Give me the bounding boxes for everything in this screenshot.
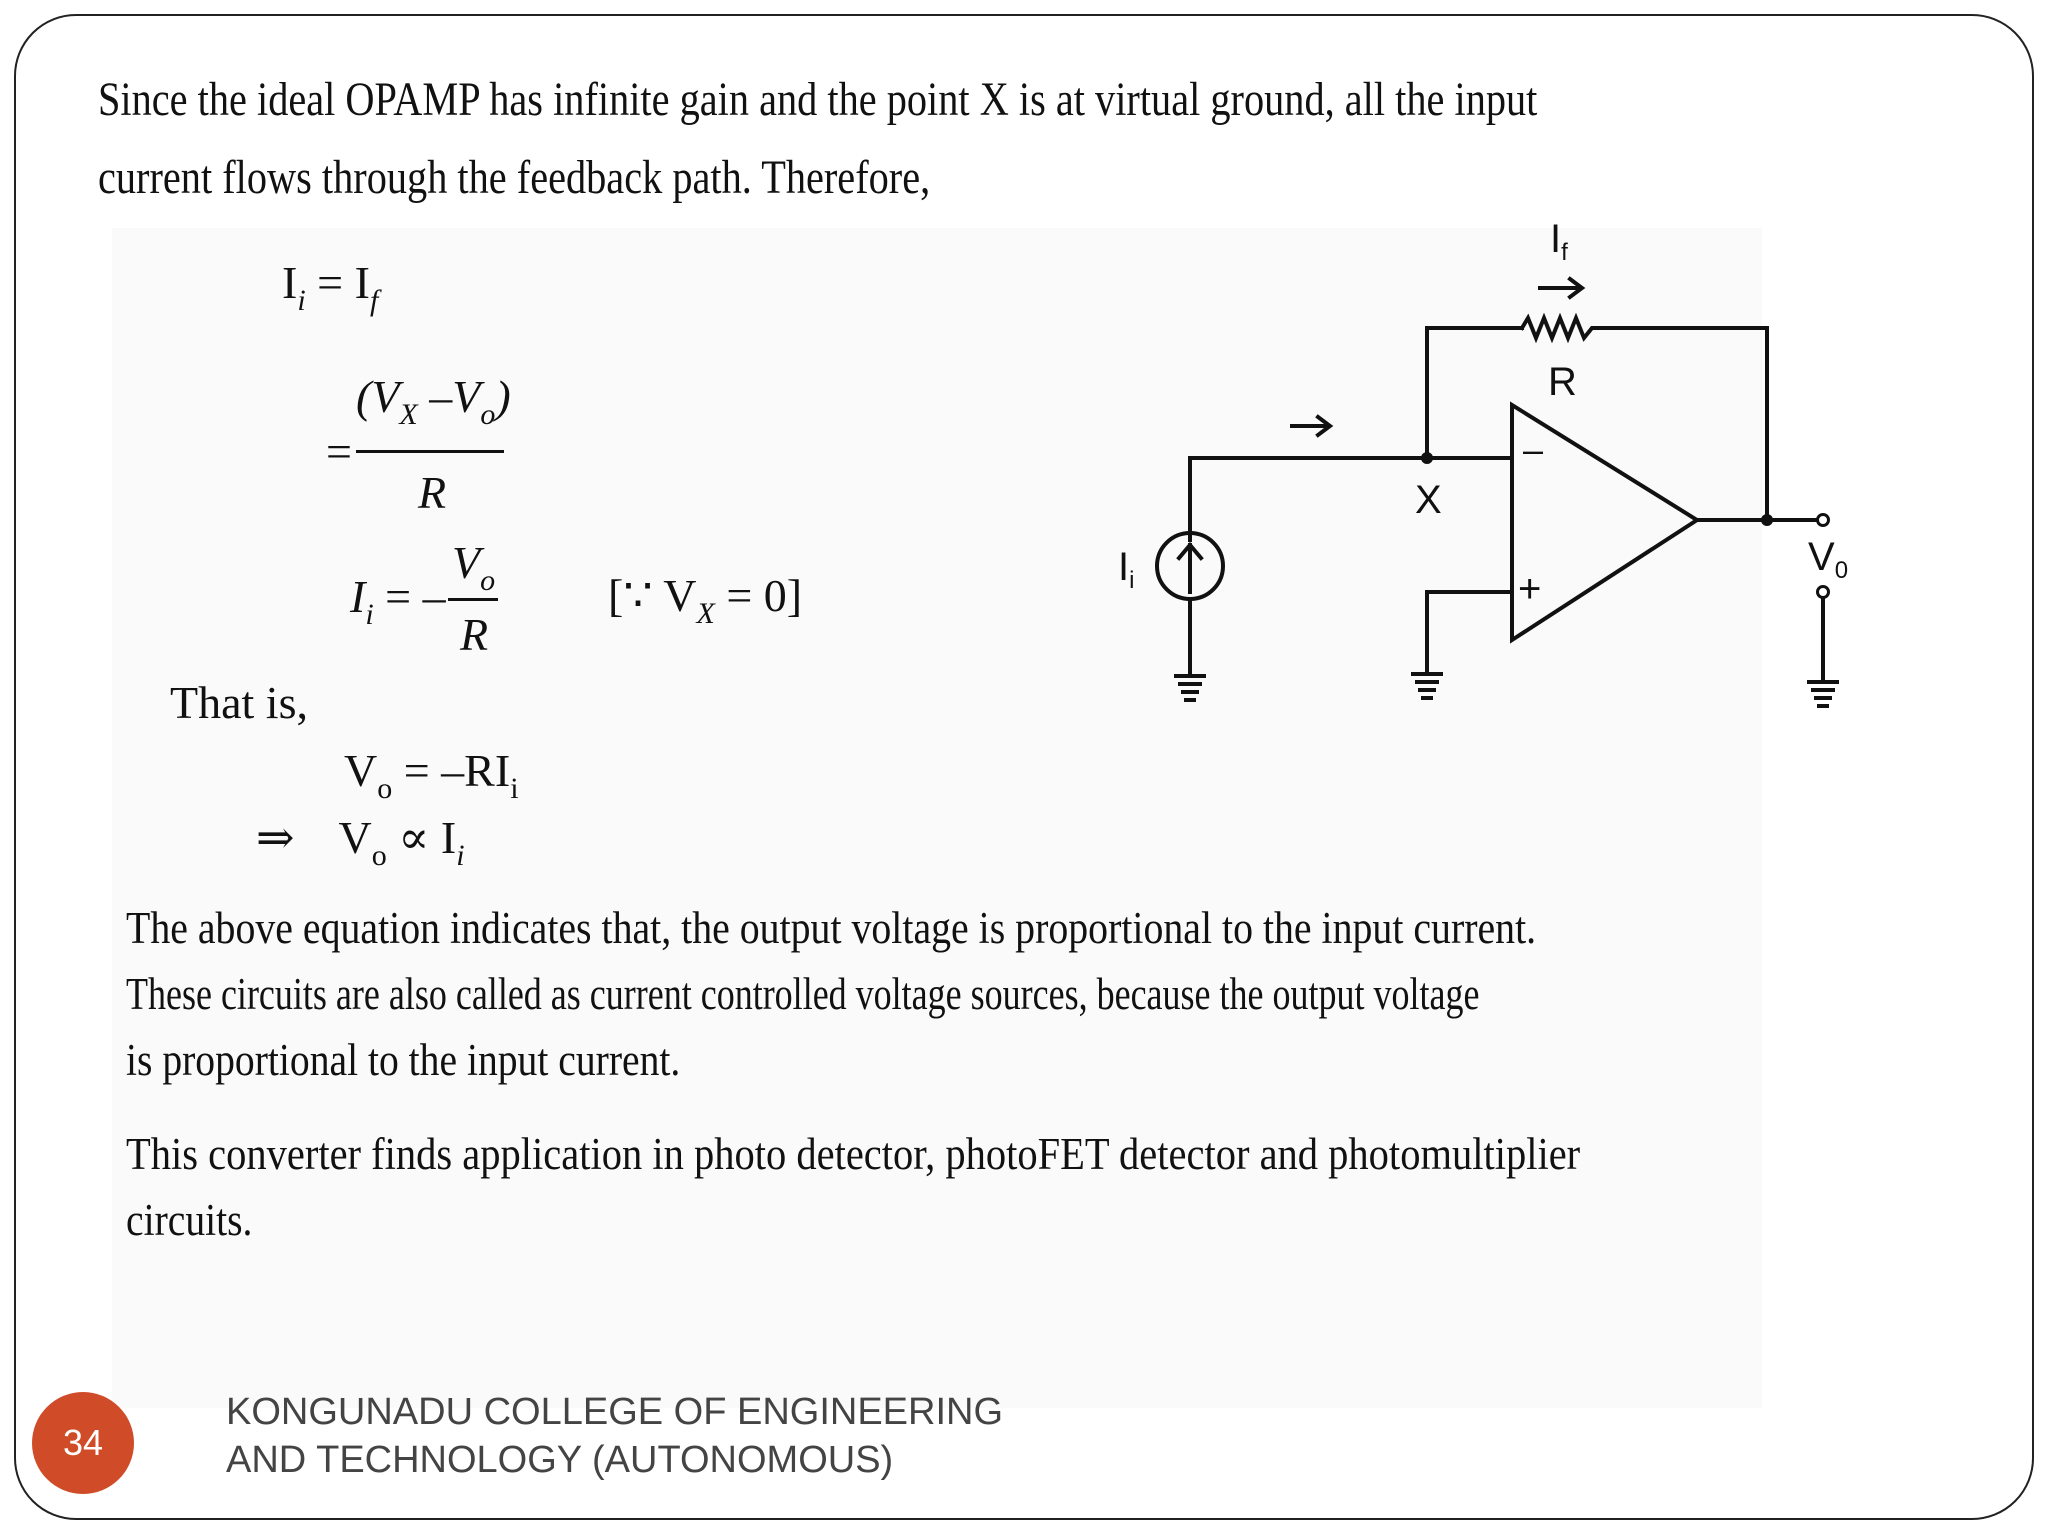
intro-line-2: current flows through the feedback path. Therefore, [98, 151, 931, 204]
equation-vo-equals-minus-rii: $V_o = -RI_i$ [344, 745, 519, 805]
equation-3-lhs: $I_i$ = – [350, 571, 446, 631]
output-node-dot [1761, 514, 1773, 526]
slide-number-badge: 34 [32, 1392, 134, 1494]
equation-2-numerator: ($V_X$ $-V_o$) [356, 371, 511, 431]
equation-3-numerator: $V_o$ [452, 537, 496, 597]
ground-symbol-noninverting [1411, 674, 1443, 698]
input-wire [1190, 458, 1427, 540]
feedback-wire-right [1598, 328, 1767, 520]
paragraph-2-line-2: circuits. [126, 1195, 253, 1245]
paragraph-1-line-3: is proportional to the input current. [126, 1035, 681, 1085]
equation-2-fraction-bar [356, 450, 504, 453]
noninverting-input-sign: + [1518, 567, 1542, 611]
output-terminal-top [1818, 515, 1829, 526]
equation-3-fraction-bar [448, 598, 498, 601]
equation-2-denominator: R [418, 467, 447, 518]
paragraph-2-line-1: This converter finds application in photo detector, photoFET detector and photomultiplier [126, 1129, 1581, 1179]
if-label: $I_f$ [1550, 217, 1568, 266]
ground-symbol-output [1807, 682, 1839, 706]
that-is-label: That is, [170, 677, 308, 728]
equation-vo-proportional-ii: ⇒ $V_o \propto I_i$ [256, 812, 465, 872]
current-to-voltage-converter-circuit [1080, 200, 1880, 740]
feedback-resistor [1522, 318, 1598, 338]
r-label: R [1548, 360, 1577, 404]
paragraph-1-line-2: These circuits are also called as current controlled voltage sources, because the output voltage [126, 969, 1480, 1019]
ii-label: $I_i$ [1118, 545, 1135, 594]
intro-line-1: Since the ideal OPAMP has infinite gain and the point X is at virtual ground, all the input [98, 73, 1538, 126]
x-label: X [1415, 478, 1442, 522]
paragraph-1-line-1: The above equation indicates that, the output voltage is proportional to the input current. [126, 903, 1537, 953]
footer-line-2: AND TECHNOLOGY (AUTONOMOUS) [226, 1439, 894, 1481]
equation-3-condition: [∵ $V_X = 0$] [608, 570, 803, 630]
feedback-wire-left [1427, 328, 1522, 458]
ground-symbol-source [1174, 676, 1206, 700]
node-x-dot [1421, 452, 1433, 464]
noninverting-input-wire [1427, 592, 1512, 672]
equation-3-denominator: R [460, 609, 489, 660]
equation-ii-equals-if: $I_i = I_f$ [282, 257, 379, 317]
output-terminal-bottom [1818, 587, 1829, 598]
vo-label: $V_0$ [1808, 535, 1849, 584]
footer-line-1: KONGUNADU COLLEGE OF ENGINEERING [226, 1391, 1004, 1433]
inverting-input-sign: – [1523, 429, 1544, 470]
equation-2-equals: = [326, 426, 352, 477]
